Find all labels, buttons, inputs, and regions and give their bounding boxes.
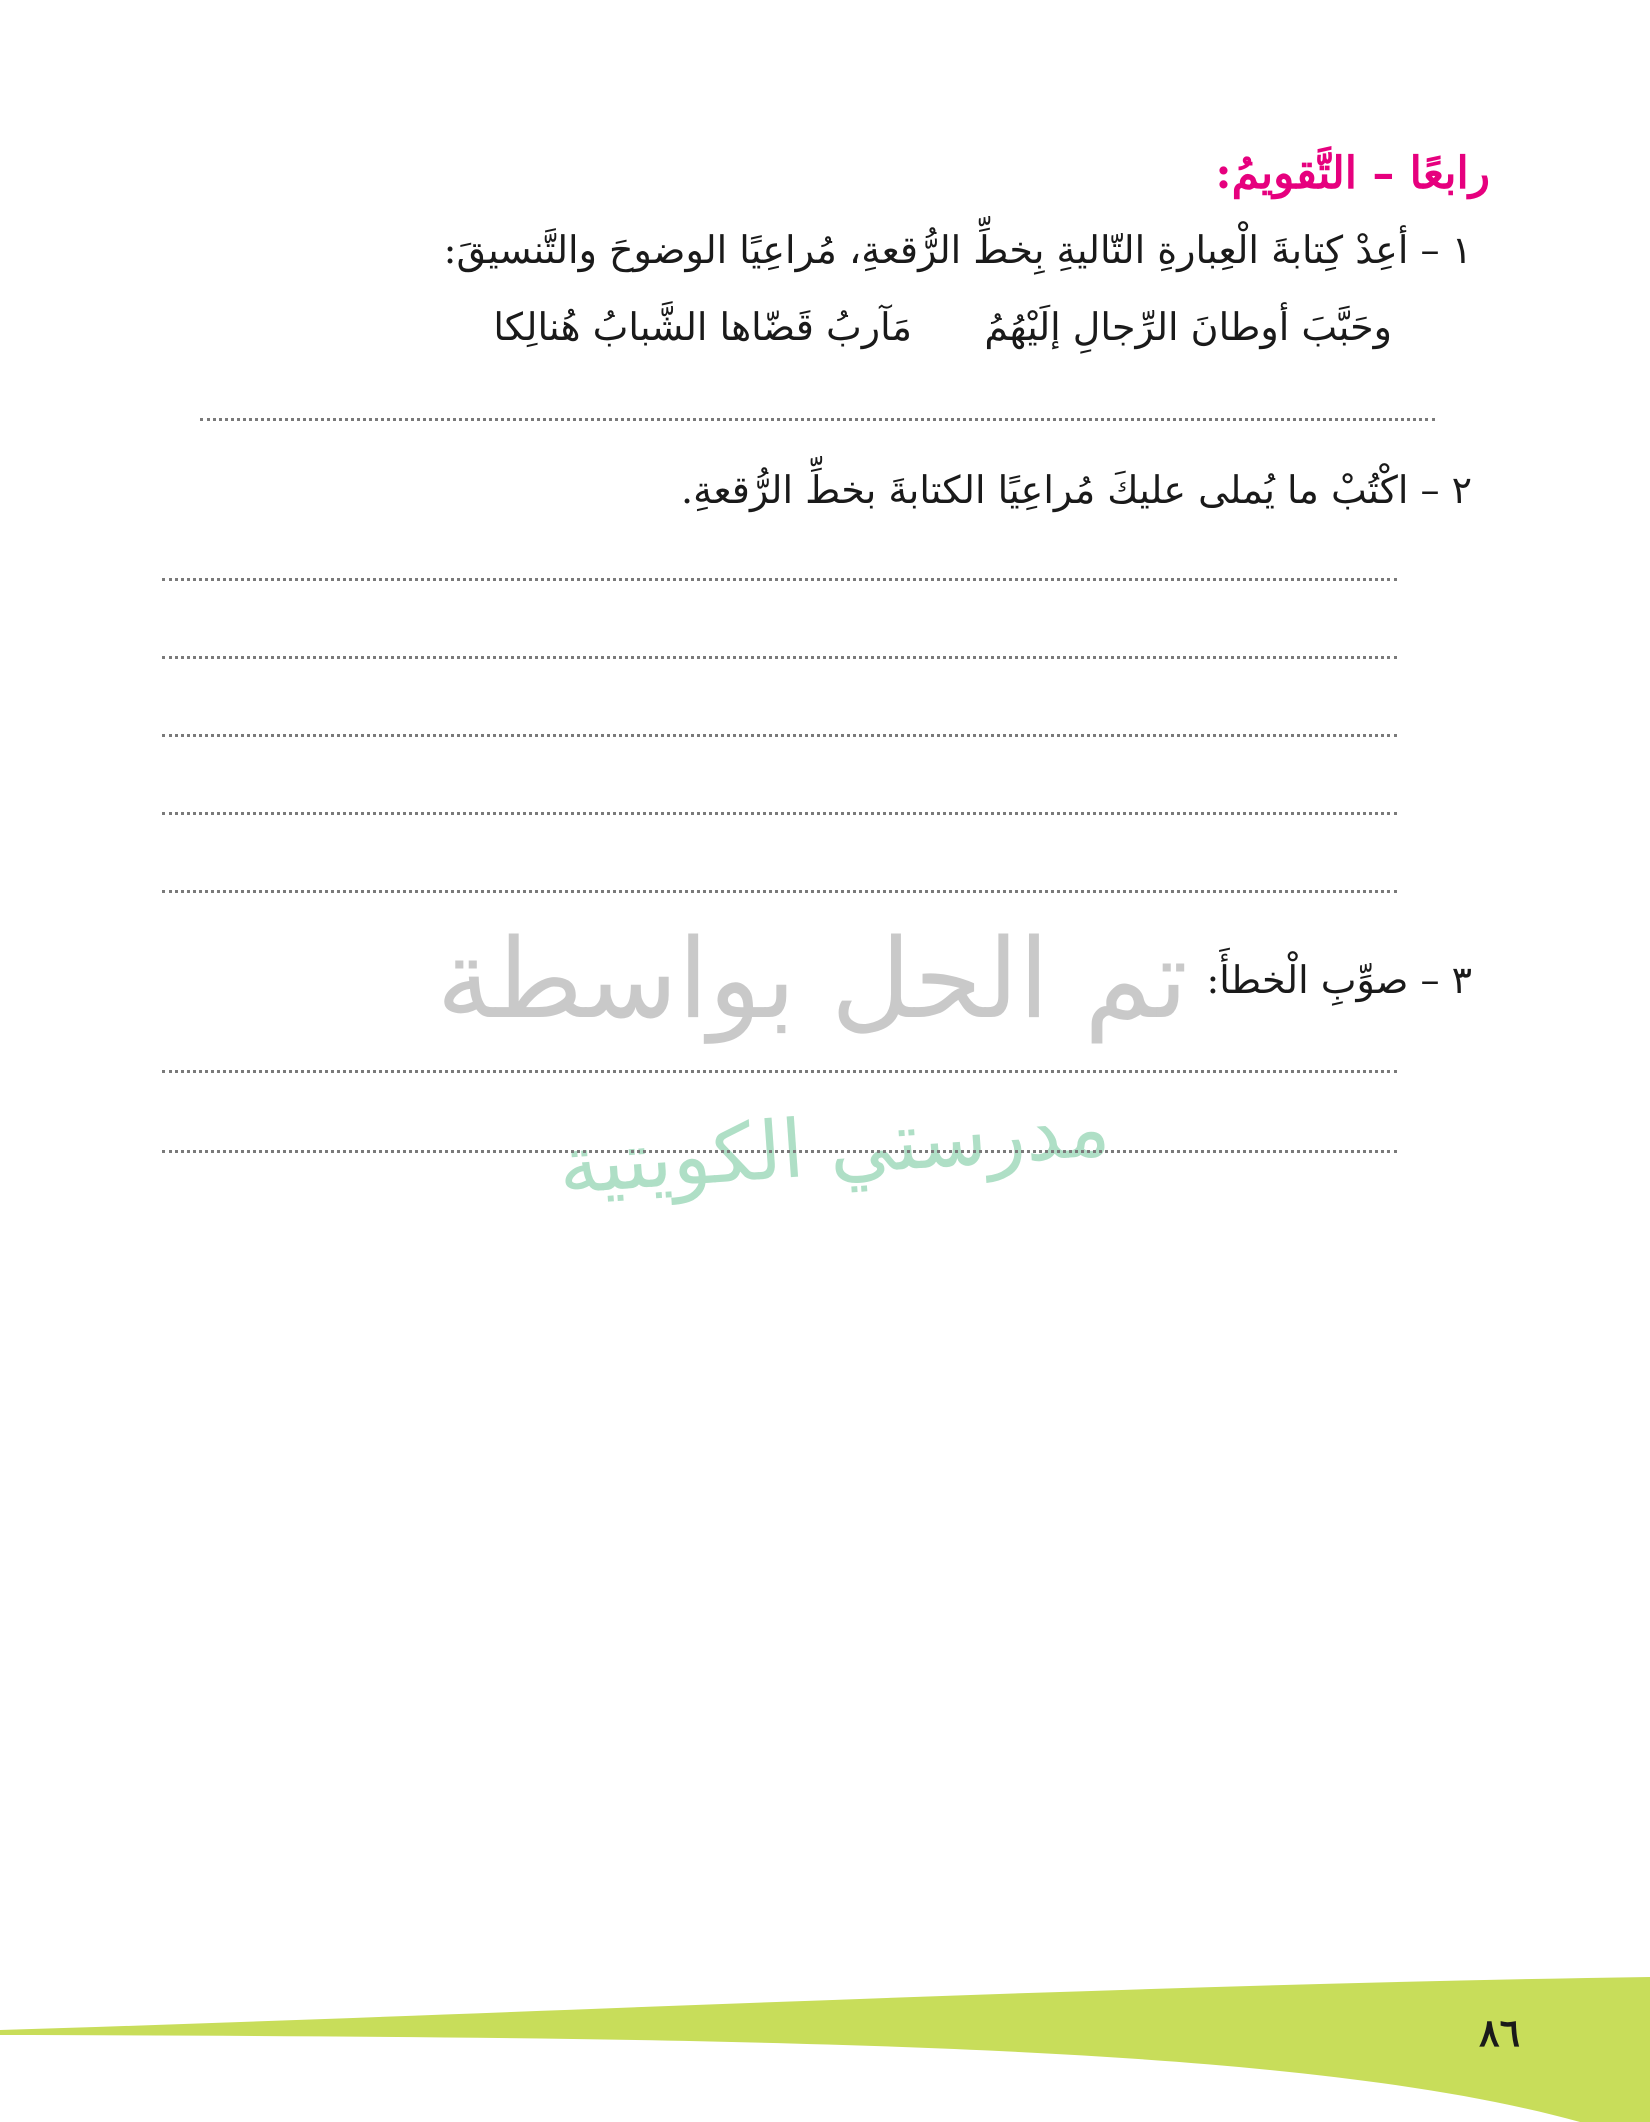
answer-line-q2-3[interactable] xyxy=(162,734,1397,737)
answer-line-q1[interactable] xyxy=(200,418,1435,421)
page-number: ٨٦ xyxy=(1479,2010,1520,2055)
answer-line-q3-2[interactable] xyxy=(162,1150,1397,1153)
question-1: ١ – أعِدْ كِتابةَ الْعِبارةِ التّاليةِ بِخطِّ الرُّقعةِ، مُراعِيًا الوضوحَ والتَّنسيقَ: xyxy=(443,228,1472,272)
answer-line-q2-1[interactable] xyxy=(162,578,1397,581)
answer-line-q3-1[interactable] xyxy=(162,1070,1397,1073)
answer-line-q2-5[interactable] xyxy=(162,890,1397,893)
answer-line-q2-4[interactable] xyxy=(162,812,1397,815)
answer-line-q2-2[interactable] xyxy=(162,656,1397,659)
verse-second-hemistich: مَآربُ قَضّاها الشَّبابُ هُنالِكا xyxy=(493,305,912,349)
section-title: رابعًا – التَّقويمُ: xyxy=(1215,148,1490,199)
question-3: ٣ – صوِّبِ الْخطأَ: xyxy=(1206,958,1472,1002)
footer-band xyxy=(0,1955,1650,2122)
question-2: ٢ – اكْتُبْ ما يُملى عليكَ مُراعِيًا الكتابةَ بخطِّ الرُّقعةِ. xyxy=(681,468,1472,512)
verse-first-hemistich: وحَبَّبَ أوطانَ الرِّجالِ إلَيْهُمُ xyxy=(984,305,1392,349)
watermark-line-2: مدرستي الكويتية xyxy=(555,1080,1113,1213)
watermark-line-1: تم الحل بواسطة xyxy=(436,915,1188,1043)
